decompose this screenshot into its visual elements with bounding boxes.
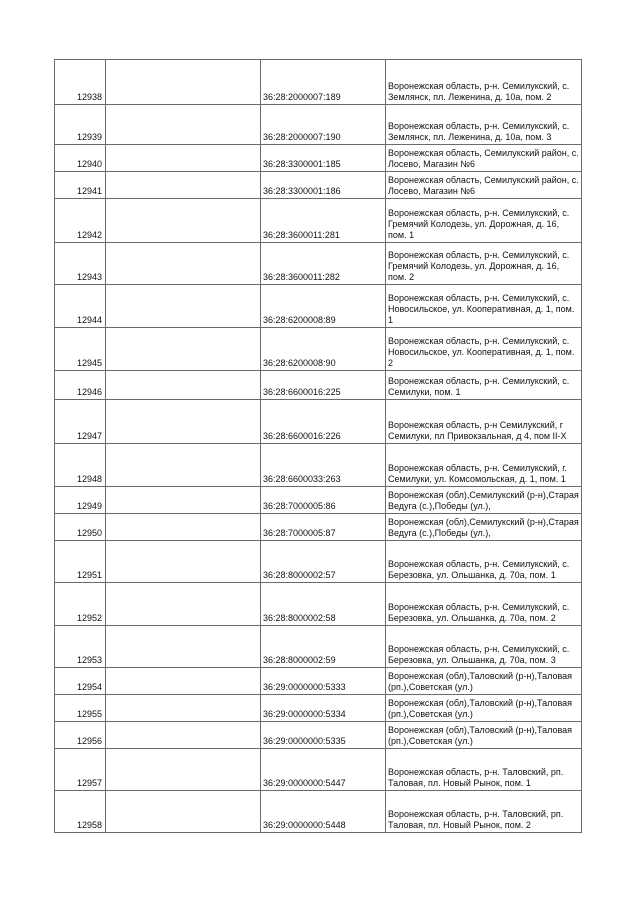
empty-cell [106, 695, 261, 722]
address-cell: Воронежская область, р-н. Семилукский, с. Березовка, ул. Ольшанка, д. 70а, пом. 2 [386, 583, 582, 626]
row-number-cell: 12945 [55, 328, 106, 371]
cadastral-number-cell: 36:28:6600016:226 [261, 400, 386, 444]
table-row [55, 583, 582, 626]
table-row [55, 145, 582, 172]
row-number-cell: 12958 [55, 791, 106, 833]
row-number-cell: 12956 [55, 722, 106, 749]
registry-table-body [55, 60, 582, 833]
empty-cell [106, 514, 261, 541]
cadastral-number-cell: 36:28:7000005:87 [261, 514, 386, 541]
cadastral-number-cell: 36:28:6200008:89 [261, 285, 386, 328]
table-row [55, 514, 582, 541]
row-number-cell: 12954 [55, 668, 106, 695]
empty-cell [106, 328, 261, 371]
table-row [55, 60, 582, 105]
row-number-cell: 12957 [55, 749, 106, 791]
row-number-cell: 12951 [55, 541, 106, 583]
address-cell: Воронежская область, р-н. Семилукский, с. Семилуки, пом. 1 [386, 371, 582, 400]
address-cell: Воронежская область, р-н. Семилукский, г. Семилуки, ул. Комсомольская, д. 1, пом. 1 [386, 444, 582, 487]
cadastral-number-cell: 36:29:0000000:5447 [261, 749, 386, 791]
empty-cell [106, 145, 261, 172]
address-cell: Воронежская область, р-н. Семилукский, с. Землянск, пл. Леженина, д. 10а, пом. 2 [386, 60, 582, 105]
address-cell: Воронежская область, р-н. Семилукский, с. Гремячий Колодезь, ул. Дорожная, д. 16, пом. 2 [386, 243, 582, 285]
empty-cell [106, 285, 261, 328]
cadastral-number-cell: 36:29:0000000:5333 [261, 668, 386, 695]
empty-cell [106, 243, 261, 285]
cadastral-number-cell: 36:28:2000007:190 [261, 105, 386, 145]
address-cell: Воронежская (обл),Таловский (р-н),Таловая (рп.),Советская (ул.) [386, 695, 582, 722]
table-row [55, 541, 582, 583]
cadastral-number-cell: 36:28:8000002:59 [261, 626, 386, 668]
table-row [55, 285, 582, 328]
cadastral-number-cell: 36:28:6600016:225 [261, 371, 386, 400]
address-cell: Воронежская область, р-н. Семилукский, с. Гремячий Колодезь, ул. Дорожная, д. 16, пом. 1 [386, 199, 582, 243]
empty-cell [106, 371, 261, 400]
empty-cell [106, 487, 261, 514]
row-number-cell: 12948 [55, 444, 106, 487]
address-cell: Воронежская область, р-н. Таловский, рп. Таловая, пл. Новый Рынок, пом. 1 [386, 749, 582, 791]
address-cell: Воронежская область, Семилукский район, с. Лосево, Магазин №6 [386, 145, 582, 172]
cadastral-number-cell: 36:29:0000000:5334 [261, 695, 386, 722]
empty-cell [106, 199, 261, 243]
row-number-cell: 12943 [55, 243, 106, 285]
empty-cell [106, 583, 261, 626]
cadastral-number-cell: 36:29:0000000:5448 [261, 791, 386, 833]
cadastral-number-cell: 36:28:2000007:189 [261, 60, 386, 105]
cadastral-number-cell: 36:28:8000002:57 [261, 541, 386, 583]
table-row [55, 668, 582, 695]
cadastral-number-cell: 36:28:3300001:185 [261, 145, 386, 172]
address-cell: Воронежская (обл),Таловский (р-н),Таловая (рп.),Советская (ул.) [386, 668, 582, 695]
table-row [55, 328, 582, 371]
cadastral-number-cell: 36:28:3600011:281 [261, 199, 386, 243]
empty-cell [106, 172, 261, 199]
row-number-cell: 12941 [55, 172, 106, 199]
address-cell: Воронежская область, р-н. Семилукский, с. Новосильское, ул. Кооперативная, д. 1, пом. 1 [386, 285, 582, 328]
row-number-cell: 12938 [55, 60, 106, 105]
empty-cell [106, 749, 261, 791]
table-row [55, 199, 582, 243]
empty-cell [106, 400, 261, 444]
row-number-cell: 12947 [55, 400, 106, 444]
address-cell: Воронежская область, р-н. Семилукский, с. Землянск, пл. Леженина, д. 10а, пом. 3 [386, 105, 582, 145]
table-row [55, 487, 582, 514]
empty-cell [106, 60, 261, 105]
cadastral-number-cell: 36:28:3600011:282 [261, 243, 386, 285]
empty-cell [106, 791, 261, 833]
address-cell: Воронежская область, р-н. Семилукский, с. Новосильское, ул. Кооперативная, д. 1, пом. 2 [386, 328, 582, 371]
address-cell: Воронежская область, р-н. Таловский, рп. Таловая, пл. Новый Рынок, пом. 2 [386, 791, 582, 833]
empty-cell [106, 626, 261, 668]
table-row [55, 695, 582, 722]
address-cell: Воронежская область, р-н. Семилукский, с. Березовка, ул. Ольшанка, д. 70а, пом. 3 [386, 626, 582, 668]
row-number-cell: 12940 [55, 145, 106, 172]
address-cell: Воронежская (обл),Семилукский (р-н),Старая Ведуга (с.),Победы (ул.), [386, 487, 582, 514]
row-number-cell: 12946 [55, 371, 106, 400]
empty-cell [106, 722, 261, 749]
table-row [55, 749, 582, 791]
address-cell: Воронежская область, р-н Семилукский, г Семилуки, пл Привокзальная, д 4, пом II-X [386, 400, 582, 444]
table-row [55, 172, 582, 199]
table-row [55, 626, 582, 668]
row-number-cell: 12942 [55, 199, 106, 243]
empty-cell [106, 105, 261, 145]
table-row [55, 444, 582, 487]
row-number-cell: 12950 [55, 514, 106, 541]
cadastral-number-cell: 36:29:0000000:5335 [261, 722, 386, 749]
empty-cell [106, 541, 261, 583]
row-number-cell: 12949 [55, 487, 106, 514]
address-cell: Воронежская область, р-н. Семилукский, с. Березовка, ул. Ольшанка, д. 70а, пом. 1 [386, 541, 582, 583]
cadastral-number-cell: 36:28:8000002:58 [261, 583, 386, 626]
cadastral-number-cell: 36:28:6600033:263 [261, 444, 386, 487]
address-cell: Воронежская (обл),Семилукский (р-н),Старая Ведуга (с.),Победы (ул.), [386, 514, 582, 541]
registry-table [54, 59, 582, 833]
table-row [55, 371, 582, 400]
cadastral-number-cell: 36:28:6200008:90 [261, 328, 386, 371]
table-row [55, 400, 582, 444]
address-cell: Воронежская (обл),Таловский (р-н),Таловая (рп.),Советская (ул.) [386, 722, 582, 749]
cadastral-number-cell: 36:28:7000005:86 [261, 487, 386, 514]
row-number-cell: 12955 [55, 695, 106, 722]
table-row [55, 243, 582, 285]
cadastral-number-cell: 36:28:3300001:186 [261, 172, 386, 199]
table-row [55, 105, 582, 145]
table-row [55, 722, 582, 749]
table-row [55, 791, 582, 833]
row-number-cell: 12953 [55, 626, 106, 668]
row-number-cell: 12944 [55, 285, 106, 328]
address-cell: Воронежская область, Семилукский район, с. Лосево, Магазин №6 [386, 172, 582, 199]
row-number-cell: 12939 [55, 105, 106, 145]
row-number-cell: 12952 [55, 583, 106, 626]
empty-cell [106, 444, 261, 487]
empty-cell [106, 668, 261, 695]
